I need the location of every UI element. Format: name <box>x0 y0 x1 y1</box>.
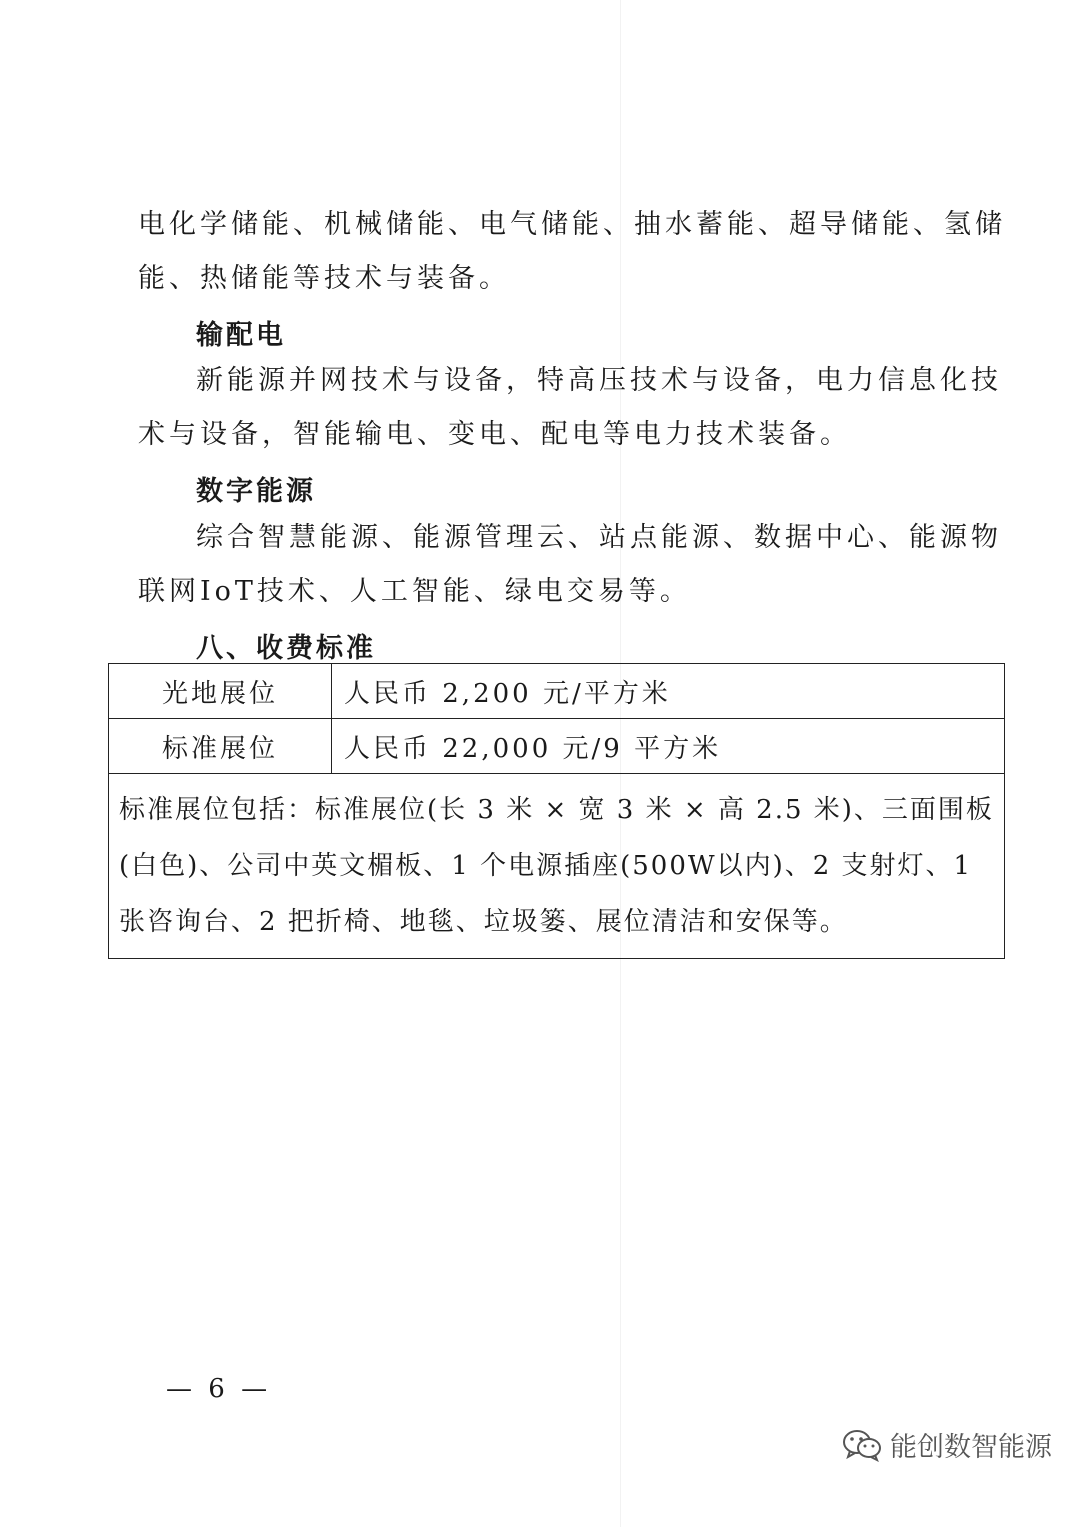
table-row <box>109 774 1005 959</box>
table-cell-price: 人民币 22,000 元/9 平方米 <box>332 719 1005 774</box>
energy-storage-paragraph <box>138 198 1006 306</box>
paragraph-line: 电化学储能、机械储能、电气储能、抽水蓄能、超导储能、氢储 <box>138 209 1006 240</box>
watermark-text: 能创数智能源 <box>890 1432 1052 1463</box>
wechat-icon <box>842 1428 882 1462</box>
table-cell-note <box>109 774 1005 959</box>
table-cell-category: 标准展位 <box>109 719 332 774</box>
table-row <box>109 664 1005 719</box>
paragraph-line: 能、热储能等技术与装备。 <box>138 263 510 294</box>
digital-energy-paragraph <box>138 511 1002 619</box>
watermark <box>842 1425 1052 1464</box>
page-number: — 6 — <box>166 1374 272 1404</box>
paragraph-line: 联网IoT技术、人工智能、绿电交易等。 <box>138 576 691 607</box>
paragraph-line: 新能源并网技术与设备，特高压技术与设备，电力信息化技 <box>196 365 1002 396</box>
table-cell-category: 光地展位 <box>109 664 332 719</box>
transmission-paragraph <box>138 354 1002 462</box>
table-cell-price: 人民币 2,200 元/平方米 <box>332 664 1005 719</box>
paragraph-line: 术与设备，智能输电、变电、配电等电力技术装备。 <box>138 419 851 450</box>
note-line: (白色)、公司中英文楣板、1 个电源插座(500W以内)、2 支射灯、1 <box>119 851 973 881</box>
note-line: 标准展位包括：标准展位(长 3 米 × 宽 3 米 × 高 2.5 米)、三面围板 <box>119 795 994 825</box>
table-row <box>109 719 1005 774</box>
note-line: 张咨询台、2 把折椅、地毯、垃圾篓、展位清洁和安保等。 <box>119 907 848 937</box>
transmission-heading: 输配电 <box>196 320 286 351</box>
digital-energy-heading: 数字能源 <box>196 476 316 507</box>
paragraph-line: 综合智慧能源、能源管理云、站点能源、数据中心、能源物 <box>196 522 1002 553</box>
fee-table <box>108 663 1005 959</box>
fee-standard-heading: 八、收费标准 <box>196 633 376 664</box>
